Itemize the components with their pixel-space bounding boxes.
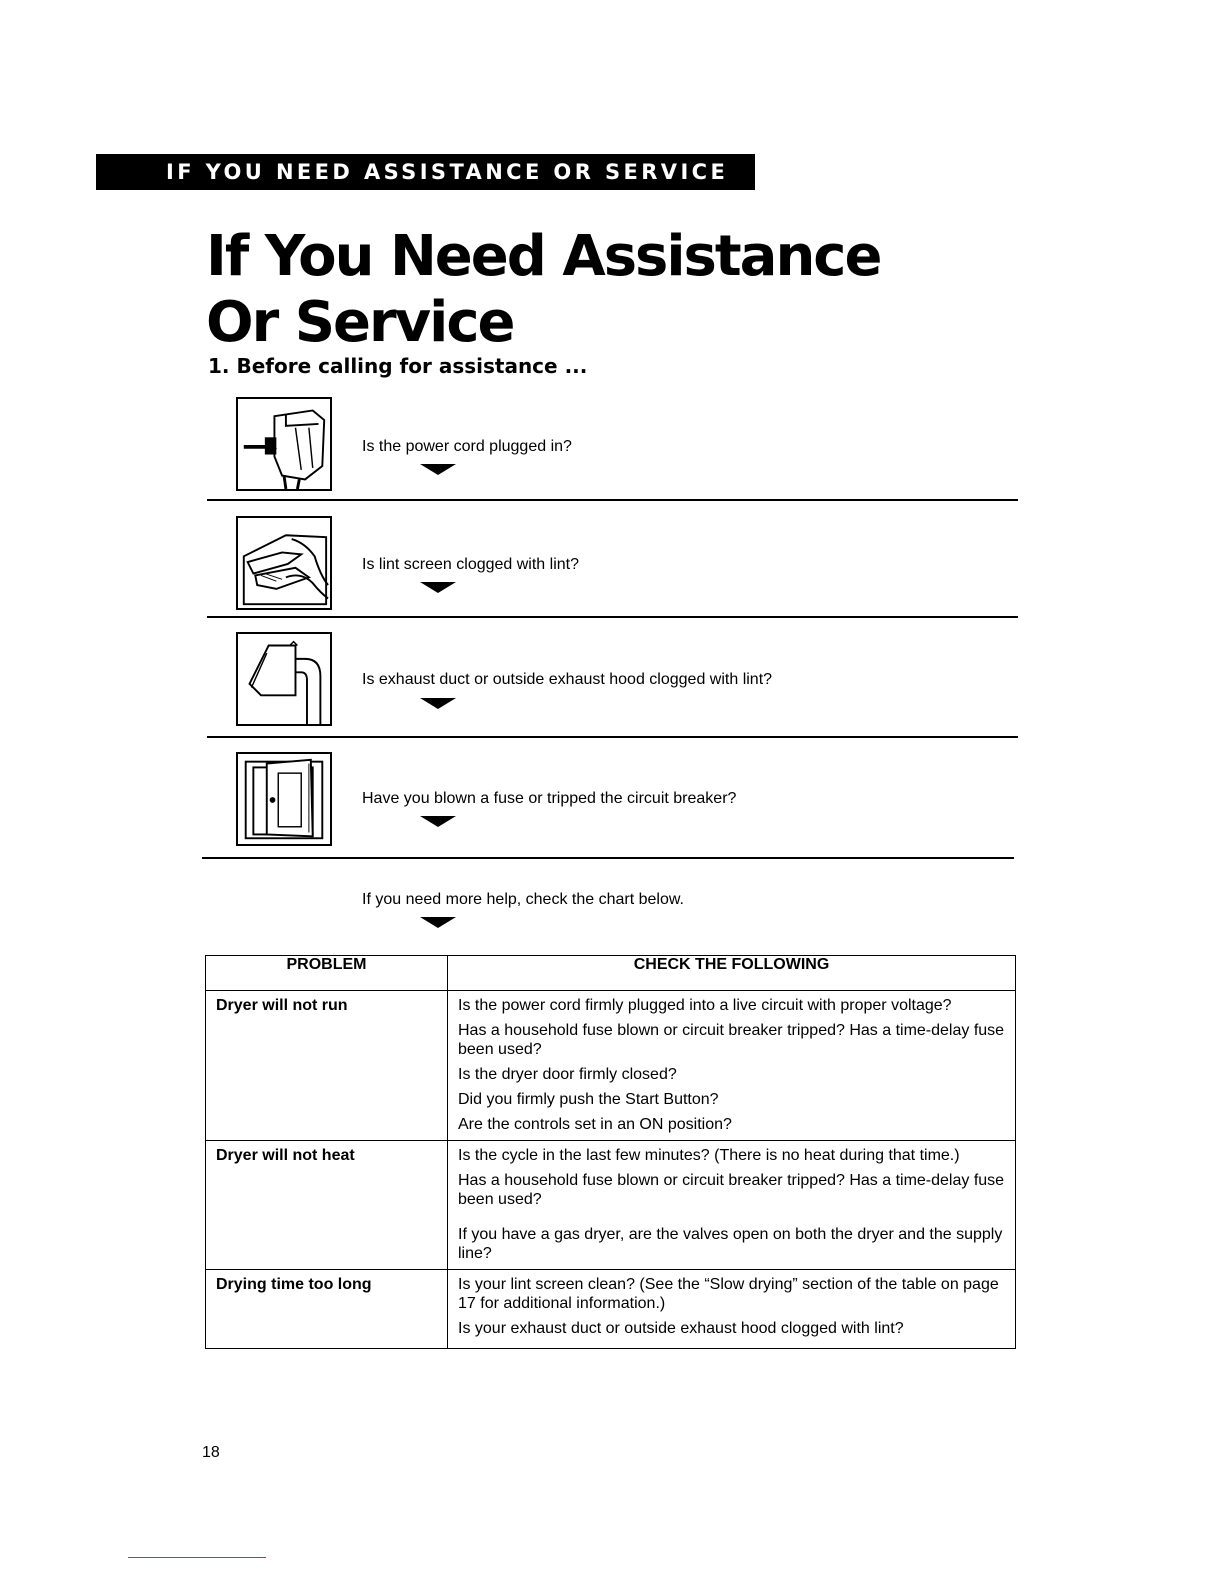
- down-arrow-icon: [420, 917, 456, 928]
- checks-cell: [448, 1141, 1016, 1270]
- check-text: Is the power cord firmly plugged into a live circuit with proper voltage?: [458, 997, 952, 1014]
- exhaust-hood-icon: [236, 632, 332, 726]
- down-arrow-icon: [420, 698, 456, 709]
- down-arrow-icon: [420, 582, 456, 593]
- divider: [202, 857, 1014, 859]
- checks-cell: [448, 1270, 1016, 1349]
- page-title-line-2: Or Service: [206, 290, 514, 355]
- page-title-line-1: If You Need Assistance: [206, 224, 881, 289]
- table-row: [206, 1270, 1016, 1349]
- divider: [207, 616, 1018, 618]
- check-text: Is your lint screen clean? (See the “Slow drying” section of the table on page 17 for additional information.): [458, 1276, 999, 1312]
- check-text: Did you firmly push the Start Button?: [458, 1091, 719, 1108]
- check-question: Is the power cord plugged in?: [362, 438, 572, 455]
- divider: [207, 736, 1018, 738]
- power-plug-icon: [236, 397, 332, 491]
- down-arrow-icon: [420, 464, 456, 475]
- circuit-breaker-icon: [236, 752, 332, 846]
- checks-cell: [448, 991, 1016, 1141]
- down-arrow-icon: [420, 816, 456, 827]
- section-header-bar: IF YOU NEED ASSISTANCE OR SERVICE: [96, 154, 755, 190]
- column-header-problem: PROBLEM: [206, 956, 448, 991]
- problem-cell: Drying time too long: [206, 1270, 448, 1349]
- check-text: Is your exhaust duct or outside exhaust hood clogged with lint?: [458, 1320, 904, 1337]
- table-row: [206, 1141, 1016, 1270]
- table-row: [206, 991, 1016, 1141]
- problem-cell: Dryer will not run: [206, 991, 448, 1141]
- check-question: Is exhaust duct or outside exhaust hood clogged with lint?: [362, 671, 773, 688]
- column-header-check: CHECK THE FOLLOWING: [448, 956, 1016, 991]
- troubleshooting-table: [205, 955, 1016, 1349]
- check-question: Is lint screen clogged with lint?: [362, 556, 579, 573]
- problem-cell: Dryer will not heat: [206, 1141, 448, 1270]
- check-question: Have you blown a fuse or tripped the circuit breaker?: [362, 790, 737, 807]
- check-text: If you have a gas dryer, are the valves open on both the dryer and the supply line?: [458, 1226, 1003, 1262]
- more-help-note: If you need more help, check the chart below.: [362, 891, 684, 908]
- check-text: Are the controls set in an ON position?: [458, 1116, 732, 1133]
- check-text: Has a household fuse blown or circuit breaker tripped? Has a time-delay fuse been used?: [458, 1022, 1005, 1058]
- check-text: Is the dryer door firmly closed?: [458, 1066, 677, 1083]
- step-heading: 1. Before calling for assistance ...: [208, 354, 588, 378]
- footer-divider: [128, 1557, 266, 1558]
- page-title: [206, 224, 880, 356]
- table-header-row: [206, 956, 1016, 991]
- lint-screen-icon: [236, 516, 332, 610]
- page-number: 18: [202, 1444, 220, 1461]
- check-text: Has a household fuse blown or circuit breaker tripped? Has a time-delay fuse been used?: [458, 1172, 1005, 1208]
- check-text: Is the cycle in the last few minutes? (There is no heat during that time.): [458, 1147, 960, 1164]
- divider: [207, 499, 1018, 501]
